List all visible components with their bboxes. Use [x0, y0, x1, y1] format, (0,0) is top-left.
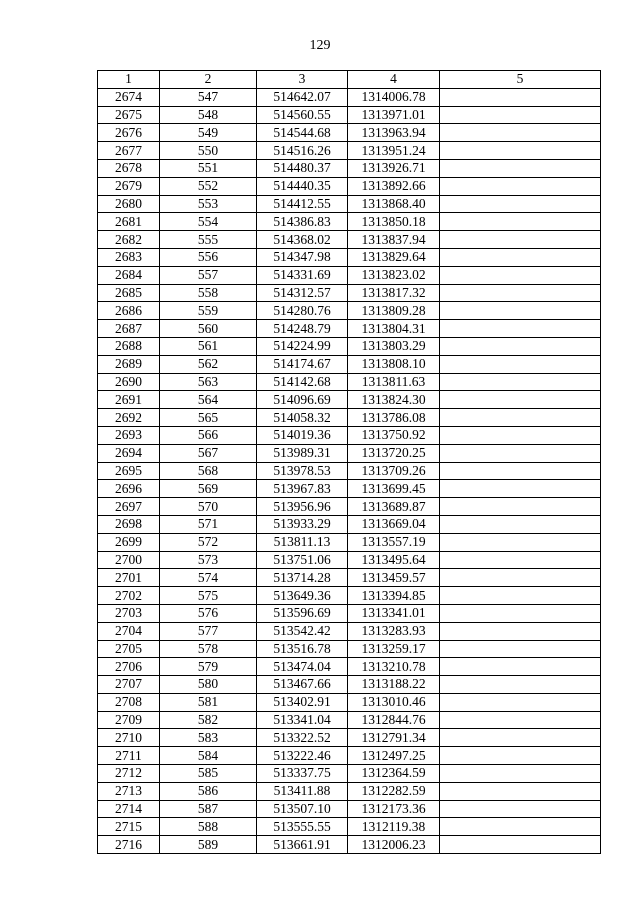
- table-header: [98, 71, 601, 89]
- table-cell-col-4: 1313829.64: [348, 248, 440, 266]
- table-cell-col-5: [440, 587, 601, 605]
- table-cell-col-3: 514312.57: [257, 284, 348, 302]
- table-cell-col-3: 513714.28: [257, 569, 348, 587]
- table-cell-col-4: 1313750.92: [348, 426, 440, 444]
- table-cell-col-2: 556: [160, 248, 257, 266]
- table-cell-col-1: 2702: [98, 587, 160, 605]
- table-cell-col-2: 581: [160, 693, 257, 711]
- table-cell-col-4: 1313823.02: [348, 266, 440, 284]
- table-cell-col-2: 580: [160, 676, 257, 694]
- table-cell-col-4: 1313808.10: [348, 355, 440, 373]
- table-row: [98, 711, 601, 729]
- table-cell-col-5: [440, 604, 601, 622]
- table-cell-col-1: 2715: [98, 818, 160, 836]
- table-row: [98, 462, 601, 480]
- table-row: [98, 248, 601, 266]
- table-cell-col-3: 514096.69: [257, 391, 348, 409]
- table-cell-col-3: 514280.76: [257, 302, 348, 320]
- table-cell-col-5: [440, 836, 601, 854]
- table-row: [98, 676, 601, 694]
- table-cell-col-2: 579: [160, 658, 257, 676]
- table-cell-col-4: 1313010.46: [348, 693, 440, 711]
- table-cell-col-4: 1313495.64: [348, 551, 440, 569]
- table-cell-col-2: 571: [160, 515, 257, 533]
- table-cell-col-1: 2677: [98, 142, 160, 160]
- table-cell-col-2: 554: [160, 213, 257, 231]
- table-cell-col-2: 583: [160, 729, 257, 747]
- table-cell-col-1: 2710: [98, 729, 160, 747]
- table-cell-col-3: 513661.91: [257, 836, 348, 854]
- table-cell-col-2: 569: [160, 480, 257, 498]
- table-cell-col-1: 2703: [98, 604, 160, 622]
- table-row: [98, 355, 601, 373]
- table-cell-col-2: 552: [160, 177, 257, 195]
- table-cell-col-3: 513811.13: [257, 533, 348, 551]
- table-cell-col-4: 1313837.94: [348, 231, 440, 249]
- table-cell-col-3: 514386.83: [257, 213, 348, 231]
- table-row: [98, 391, 601, 409]
- table-cell-col-2: 560: [160, 320, 257, 338]
- table-cell-col-4: 1313809.28: [348, 302, 440, 320]
- column-header-5: 5: [440, 71, 601, 89]
- table-cell-col-5: [440, 195, 601, 213]
- table-cell-col-5: [440, 729, 601, 747]
- table-row: [98, 515, 601, 533]
- table-cell-col-4: 1313259.17: [348, 640, 440, 658]
- table-cell-col-3: 513751.06: [257, 551, 348, 569]
- table-cell-col-3: 514440.35: [257, 177, 348, 195]
- table-cell-col-4: 1313963.94: [348, 124, 440, 142]
- table-cell-col-4: 1313971.01: [348, 106, 440, 124]
- table-cell-col-3: 514347.98: [257, 248, 348, 266]
- table-cell-col-1: 2674: [98, 88, 160, 106]
- table-cell-col-4: 1313459.57: [348, 569, 440, 587]
- table-row: [98, 622, 601, 640]
- table-cell-col-1: 2706: [98, 658, 160, 676]
- table-cell-col-1: 2694: [98, 444, 160, 462]
- table-row: [98, 765, 601, 783]
- table-cell-col-2: 548: [160, 106, 257, 124]
- table-cell-col-5: [440, 213, 601, 231]
- table-cell-col-1: 2707: [98, 676, 160, 694]
- table-cell-col-1: 2676: [98, 124, 160, 142]
- table-cell-col-3: 514544.68: [257, 124, 348, 142]
- table-cell-col-5: [440, 124, 601, 142]
- table-cell-col-1: 2695: [98, 462, 160, 480]
- table-cell-col-5: [440, 106, 601, 124]
- table-row: [98, 587, 601, 605]
- table-row: [98, 195, 601, 213]
- table-row: [98, 747, 601, 765]
- table-cell-col-1: 2686: [98, 302, 160, 320]
- table-cell-col-1: 2699: [98, 533, 160, 551]
- table-cell-col-3: 514058.32: [257, 409, 348, 427]
- table-cell-col-3: 513507.10: [257, 800, 348, 818]
- table-row: [98, 533, 601, 551]
- table-cell-col-5: [440, 782, 601, 800]
- table-row: [98, 337, 601, 355]
- table-row: [98, 266, 601, 284]
- table-cell-col-4: 1313811.63: [348, 373, 440, 391]
- table-cell-col-5: [440, 88, 601, 106]
- table-cell-col-3: 513411.88: [257, 782, 348, 800]
- table-cell-col-5: [440, 800, 601, 818]
- table-cell-col-2: 588: [160, 818, 257, 836]
- table-cell-col-4: 1313850.18: [348, 213, 440, 231]
- table-cell-col-1: 2704: [98, 622, 160, 640]
- table-cell-col-1: 2689: [98, 355, 160, 373]
- table-cell-col-5: [440, 337, 601, 355]
- table-cell-col-2: 578: [160, 640, 257, 658]
- table-cell-col-3: 514248.79: [257, 320, 348, 338]
- table-cell-col-4: 1313709.26: [348, 462, 440, 480]
- table-cell-col-2: 561: [160, 337, 257, 355]
- table-cell-col-5: [440, 231, 601, 249]
- table-cell-col-1: 2688: [98, 337, 160, 355]
- table-cell-col-4: 1313868.40: [348, 195, 440, 213]
- table-row: [98, 142, 601, 160]
- table-cell-col-1: 2679: [98, 177, 160, 195]
- table-row: [98, 444, 601, 462]
- table-cell-col-2: 557: [160, 266, 257, 284]
- table-cell-col-5: [440, 266, 601, 284]
- table-row: [98, 106, 601, 124]
- table-cell-col-1: 2682: [98, 231, 160, 249]
- table-cell-col-4: 1313926.71: [348, 159, 440, 177]
- table-row: [98, 640, 601, 658]
- table-cell-col-3: 514224.99: [257, 337, 348, 355]
- table-cell-col-5: [440, 658, 601, 676]
- table-cell-col-2: 589: [160, 836, 257, 854]
- table-cell-col-3: 513341.04: [257, 711, 348, 729]
- table-row: [98, 800, 601, 818]
- table-cell-col-2: 574: [160, 569, 257, 587]
- table-cell-col-1: 2713: [98, 782, 160, 800]
- table-cell-col-5: [440, 142, 601, 160]
- page-number: 129: [309, 38, 331, 53]
- table-cell-col-2: 563: [160, 373, 257, 391]
- table-cell-col-3: 513649.36: [257, 587, 348, 605]
- table-row: [98, 480, 601, 498]
- table-cell-col-4: 1313804.31: [348, 320, 440, 338]
- table-cell-col-4: 1313669.04: [348, 515, 440, 533]
- table-cell-col-4: 1313720.25: [348, 444, 440, 462]
- table-cell-col-5: [440, 391, 601, 409]
- table-cell-col-3: 513467.66: [257, 676, 348, 694]
- table-cell-col-2: 568: [160, 462, 257, 480]
- table-cell-col-1: 2701: [98, 569, 160, 587]
- table-cell-col-1: 2697: [98, 498, 160, 516]
- table-cell-col-5: [440, 640, 601, 658]
- table-cell-col-2: 562: [160, 355, 257, 373]
- table-cell-col-5: [440, 302, 601, 320]
- table-cell-col-5: [440, 159, 601, 177]
- table-cell-col-4: 1312364.59: [348, 765, 440, 783]
- table-cell-col-5: [440, 818, 601, 836]
- table-cell-col-2: 558: [160, 284, 257, 302]
- table-cell-col-2: 576: [160, 604, 257, 622]
- table-cell-col-1: 2681: [98, 213, 160, 231]
- table-cell-col-3: 513956.96: [257, 498, 348, 516]
- table-cell-col-1: 2685: [98, 284, 160, 302]
- table-cell-col-3: 514019.36: [257, 426, 348, 444]
- table-cell-col-3: 514412.55: [257, 195, 348, 213]
- coordinates-table: [97, 70, 601, 854]
- table-cell-col-5: [440, 373, 601, 391]
- table-cell-col-3: 514516.26: [257, 142, 348, 160]
- table-cell-col-3: 514560.55: [257, 106, 348, 124]
- table-cell-col-4: 1313188.22: [348, 676, 440, 694]
- table-cell-col-4: 1313951.24: [348, 142, 440, 160]
- table-cell-col-2: 585: [160, 765, 257, 783]
- table-cell-col-4: 1313699.45: [348, 480, 440, 498]
- table-cell-col-2: 547: [160, 88, 257, 106]
- table-cell-col-4: 1312844.76: [348, 711, 440, 729]
- table-cell-col-1: 2711: [98, 747, 160, 765]
- header-row: [98, 71, 601, 89]
- table-cell-col-1: 2690: [98, 373, 160, 391]
- table-cell-col-5: [440, 480, 601, 498]
- table-cell-col-2: 584: [160, 747, 257, 765]
- table-cell-col-1: 2696: [98, 480, 160, 498]
- table-cell-col-2: 553: [160, 195, 257, 213]
- table-cell-col-5: [440, 462, 601, 480]
- table-cell-col-1: 2691: [98, 391, 160, 409]
- table-cell-col-5: [440, 498, 601, 516]
- table-cell-col-3: 513967.83: [257, 480, 348, 498]
- table-cell-col-5: [440, 569, 601, 587]
- table-cell-col-5: [440, 533, 601, 551]
- table-cell-col-1: 2678: [98, 159, 160, 177]
- table-cell-col-3: 513222.46: [257, 747, 348, 765]
- table-cell-col-2: 555: [160, 231, 257, 249]
- table-cell-col-1: 2709: [98, 711, 160, 729]
- table-cell-col-3: 513933.29: [257, 515, 348, 533]
- table-cell-col-3: 513474.04: [257, 658, 348, 676]
- table-cell-col-2: 573: [160, 551, 257, 569]
- table-cell-col-3: 513989.31: [257, 444, 348, 462]
- table-cell-col-5: [440, 444, 601, 462]
- table-cell-col-2: 587: [160, 800, 257, 818]
- table-cell-col-3: 514174.67: [257, 355, 348, 373]
- table-row: [98, 551, 601, 569]
- table-cell-col-4: 1313283.93: [348, 622, 440, 640]
- table-row: [98, 302, 601, 320]
- table-cell-col-2: 565: [160, 409, 257, 427]
- table-row: [98, 818, 601, 836]
- table-cell-col-5: [440, 711, 601, 729]
- table-cell-col-1: 2692: [98, 409, 160, 427]
- table-cell-col-2: 567: [160, 444, 257, 462]
- table-cell-col-2: 575: [160, 587, 257, 605]
- table-cell-col-4: 1313341.01: [348, 604, 440, 622]
- column-header-4: 4: [348, 71, 440, 89]
- table-row: [98, 604, 601, 622]
- table-cell-col-2: 586: [160, 782, 257, 800]
- table-row: [98, 124, 601, 142]
- column-header-2: 2: [160, 71, 257, 89]
- table-row: [98, 320, 601, 338]
- table-cell-col-5: [440, 515, 601, 533]
- table-cell-col-4: 1312173.36: [348, 800, 440, 818]
- table-cell-col-5: [440, 284, 601, 302]
- table-cell-col-1: 2714: [98, 800, 160, 818]
- table-row: [98, 729, 601, 747]
- table-cell-col-5: [440, 409, 601, 427]
- table-cell-col-2: 564: [160, 391, 257, 409]
- table-cell-col-4: 1313689.87: [348, 498, 440, 516]
- table-cell-col-3: 513596.69: [257, 604, 348, 622]
- table-cell-col-4: 1313817.32: [348, 284, 440, 302]
- table-cell-col-4: 1313824.30: [348, 391, 440, 409]
- table-cell-col-4: 1312006.23: [348, 836, 440, 854]
- table-cell-col-4: 1313786.08: [348, 409, 440, 427]
- table-row: [98, 569, 601, 587]
- table-cell-col-4: 1312282.59: [348, 782, 440, 800]
- table-cell-col-3: 513516.78: [257, 640, 348, 658]
- table-cell-col-1: 2683: [98, 248, 160, 266]
- table-cell-col-3: 514331.69: [257, 266, 348, 284]
- table-cell-col-4: 1313803.29: [348, 337, 440, 355]
- table-cell-col-5: [440, 693, 601, 711]
- table-cell-col-3: 513555.55: [257, 818, 348, 836]
- table-cell-col-1: 2708: [98, 693, 160, 711]
- table-cell-col-2: 550: [160, 142, 257, 160]
- table-cell-col-3: 514480.37: [257, 159, 348, 177]
- table-cell-col-2: 570: [160, 498, 257, 516]
- table-cell-col-4: 1314006.78: [348, 88, 440, 106]
- table-cell-col-1: 2700: [98, 551, 160, 569]
- table-cell-col-4: 1313557.19: [348, 533, 440, 551]
- table-row: [98, 284, 601, 302]
- table-cell-col-5: [440, 320, 601, 338]
- table-cell-col-4: 1312119.38: [348, 818, 440, 836]
- column-header-3: 3: [257, 71, 348, 89]
- table-row: [98, 836, 601, 854]
- table-cell-col-3: 513337.75: [257, 765, 348, 783]
- table-cell-col-4: 1313892.66: [348, 177, 440, 195]
- table-cell-col-1: 2698: [98, 515, 160, 533]
- table-cell-col-2: 572: [160, 533, 257, 551]
- table-body: [98, 88, 601, 853]
- table-cell-col-2: 577: [160, 622, 257, 640]
- table-cell-col-5: [440, 426, 601, 444]
- table-cell-col-4: 1313394.85: [348, 587, 440, 605]
- table-cell-col-5: [440, 765, 601, 783]
- table-row: [98, 498, 601, 516]
- table-cell-col-2: 559: [160, 302, 257, 320]
- table-cell-col-5: [440, 177, 601, 195]
- column-header-1: 1: [98, 71, 160, 89]
- table-row: [98, 159, 601, 177]
- table-cell-col-3: 513402.91: [257, 693, 348, 711]
- table-cell-col-3: 514142.68: [257, 373, 348, 391]
- table-cell-col-1: 2693: [98, 426, 160, 444]
- table-cell-col-4: 1312497.25: [348, 747, 440, 765]
- table-cell-col-3: 513322.52: [257, 729, 348, 747]
- table-cell-col-1: 2712: [98, 765, 160, 783]
- table-cell-col-1: 2705: [98, 640, 160, 658]
- table-cell-col-2: 551: [160, 159, 257, 177]
- table-cell-col-3: 513542.42: [257, 622, 348, 640]
- table-row: [98, 782, 601, 800]
- table-cell-col-1: 2684: [98, 266, 160, 284]
- table-cell-col-5: [440, 551, 601, 569]
- table-cell-col-5: [440, 355, 601, 373]
- table-cell-col-5: [440, 622, 601, 640]
- table-row: [98, 231, 601, 249]
- table-cell-col-2: 566: [160, 426, 257, 444]
- table-cell-col-4: 1312791.34: [348, 729, 440, 747]
- table-cell-col-1: 2680: [98, 195, 160, 213]
- table-row: [98, 177, 601, 195]
- table-row: [98, 693, 601, 711]
- table-cell-col-3: 514368.02: [257, 231, 348, 249]
- table-cell-col-1: 2687: [98, 320, 160, 338]
- table-row: [98, 409, 601, 427]
- table-cell-col-1: 2716: [98, 836, 160, 854]
- table-cell-col-5: [440, 747, 601, 765]
- table-row: [98, 658, 601, 676]
- table-cell-col-2: 549: [160, 124, 257, 142]
- table-cell-col-5: [440, 248, 601, 266]
- table-cell-col-2: 582: [160, 711, 257, 729]
- table-cell-col-4: 1313210.78: [348, 658, 440, 676]
- table-cell-col-3: 514642.07: [257, 88, 348, 106]
- table-cell-col-5: [440, 676, 601, 694]
- table-cell-col-3: 513978.53: [257, 462, 348, 480]
- table-row: [98, 213, 601, 231]
- table-row: [98, 88, 601, 106]
- table-row: [98, 373, 601, 391]
- table-cell-col-1: 2675: [98, 106, 160, 124]
- table-row: [98, 426, 601, 444]
